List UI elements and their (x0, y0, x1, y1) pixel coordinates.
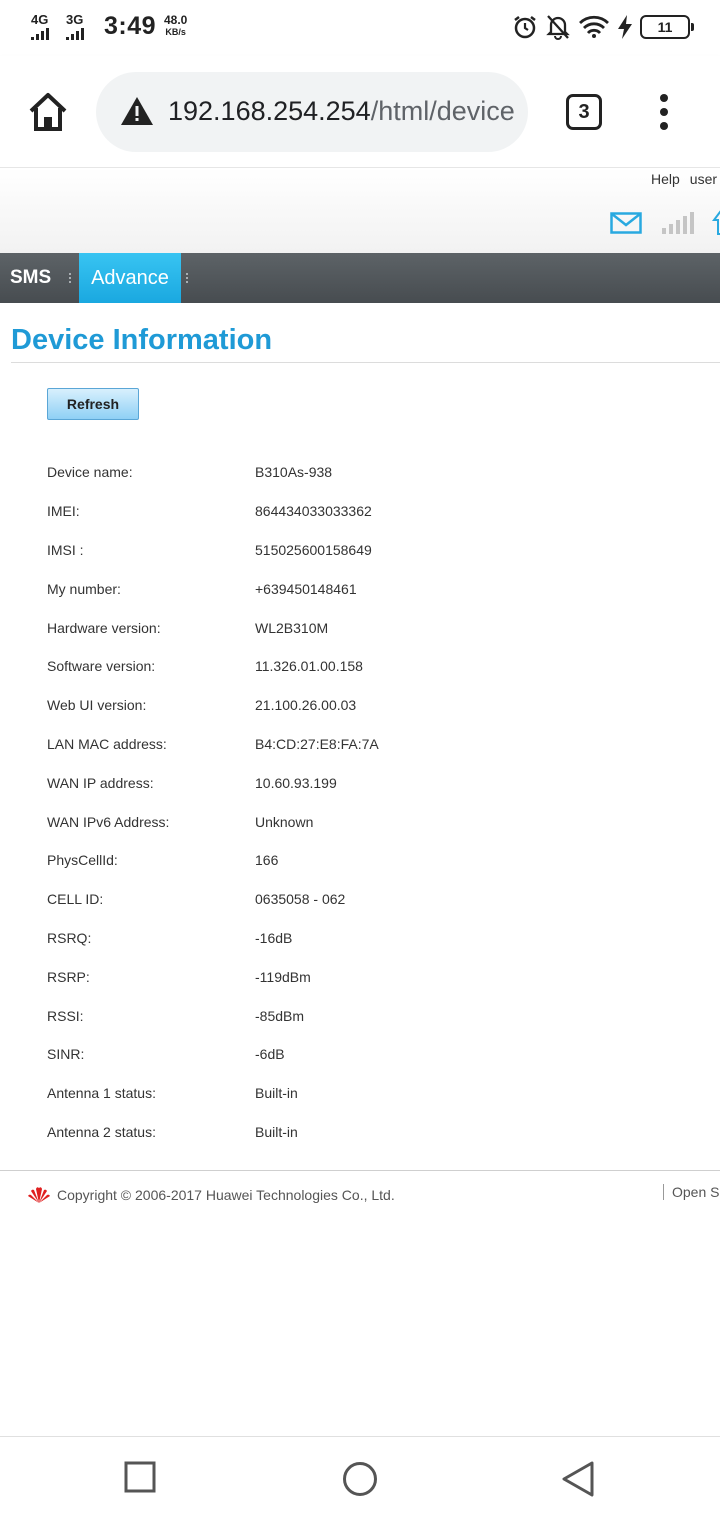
info-value: WL2B310M (255, 619, 329, 636)
network-4g-label: 4G (31, 12, 49, 27)
info-row (47, 880, 647, 919)
warning-icon[interactable] (120, 96, 154, 126)
tab-switcher-icon[interactable] (566, 94, 602, 130)
info-row (47, 919, 647, 958)
network-speed (164, 14, 187, 38)
network-3g-indicator (66, 12, 84, 40)
info-value: Unknown (255, 813, 314, 830)
info-value: +639450148461 (255, 580, 357, 597)
copyright-text: Copyright © 2006-2017 Huawei Technologies Co., Ltd. (57, 1187, 395, 1203)
battery-icon (640, 15, 690, 39)
info-row (47, 763, 647, 802)
info-value: Built-in (255, 1123, 298, 1140)
info-label: IMSI : (47, 541, 84, 558)
nav-separator (69, 273, 71, 283)
speed-value: 48.0 (164, 13, 188, 27)
info-value: -119dBm (255, 968, 311, 985)
info-label: LAN MAC address: (47, 735, 167, 752)
router-header (0, 168, 720, 253)
info-row (47, 725, 647, 764)
info-label: WAN IPv6 Address: (47, 813, 170, 830)
info-value: 21.100.26.00.03 (255, 697, 357, 714)
info-label: RSSI: (47, 1007, 84, 1024)
info-label: RSRQ: (47, 929, 92, 946)
home-circle-icon[interactable] (342, 1461, 378, 1497)
speed-unit: KB/s (165, 27, 186, 37)
alarm-icon (512, 14, 538, 40)
help-link[interactable]: Help (651, 171, 680, 187)
header-links (651, 171, 720, 187)
info-value: 864434033033362 (255, 503, 372, 520)
tab-count: 3 (578, 100, 590, 123)
info-value: -16dB (255, 929, 293, 946)
nav-sms[interactable]: SMS (10, 267, 52, 288)
info-row (47, 647, 647, 686)
url-text[interactable] (168, 96, 515, 127)
back-icon[interactable] (560, 1461, 596, 1497)
info-label: Web UI version: (47, 697, 147, 714)
user-link[interactable]: user (689, 171, 718, 187)
info-label: Software version: (47, 658, 156, 675)
info-label: RSRP: (47, 968, 90, 985)
info-value: 10.60.93.199 (255, 774, 337, 791)
home-icon[interactable] (26, 90, 70, 134)
nav-advance[interactable]: Advance (79, 253, 181, 303)
notifications-off-icon (546, 14, 570, 40)
clock: 3:49 (104, 12, 157, 40)
signal-icon (660, 212, 694, 234)
info-value: 11.326.01.00.158 (255, 658, 363, 675)
open-source-link[interactable]: Open S (663, 1184, 719, 1200)
info-row (47, 1074, 647, 1113)
info-value: 0635058 - 062 (255, 891, 346, 908)
info-row (47, 608, 647, 647)
nav-separator (186, 273, 188, 283)
address-bar[interactable] (96, 72, 528, 152)
info-row (47, 492, 647, 531)
main-nav (0, 253, 720, 303)
browser-toolbar (0, 56, 720, 168)
info-row (47, 531, 647, 570)
info-value: B310As-938 (255, 464, 333, 481)
network-4g-indicator (31, 12, 49, 40)
info-label: Device name: (47, 464, 133, 481)
wifi-icon (578, 15, 610, 39)
battery-level: 11 (657, 19, 673, 35)
refresh-button[interactable]: Refresh (47, 388, 139, 420)
info-label: PhysCellId: (47, 852, 118, 869)
info-label: Hardware version: (47, 619, 161, 636)
info-row (47, 996, 647, 1035)
status-bar (0, 0, 720, 56)
info-value: 515025600158649 (255, 541, 372, 558)
info-label: IMEI: (47, 503, 80, 520)
recents-icon[interactable] (124, 1461, 156, 1493)
device-info-table (47, 453, 647, 1151)
charging-icon (618, 15, 632, 39)
info-label: WAN IP address: (47, 774, 154, 791)
system-nav-bar (0, 1436, 720, 1520)
footer-divider (0, 1170, 720, 1171)
title-divider (11, 362, 720, 363)
info-row (47, 453, 647, 492)
info-label: Antenna 2 status: (47, 1123, 156, 1140)
info-row (47, 957, 647, 996)
info-label: Antenna 1 status: (47, 1085, 156, 1102)
url-path: /html/device (370, 96, 515, 126)
upload-icon (712, 210, 720, 236)
menu-icon[interactable] (652, 94, 676, 130)
url-host: 192.168.254.254 (168, 96, 371, 126)
info-row (47, 569, 647, 608)
info-value: -85dBm (255, 1007, 305, 1024)
info-value: -6dB (255, 1046, 285, 1063)
info-label: CELL ID: (47, 891, 104, 908)
huawei-logo-icon (27, 1186, 51, 1204)
info-label: My number: (47, 580, 121, 597)
info-label: SINR: (47, 1046, 85, 1063)
info-row (47, 1113, 647, 1152)
info-value: B4:CD:27:E8:FA:7A (255, 735, 379, 752)
info-row (47, 1035, 647, 1074)
footer (27, 1186, 395, 1204)
info-row (47, 802, 647, 841)
network-3g-label: 3G (66, 12, 84, 27)
info-row (47, 686, 647, 725)
page-title: Device Information (11, 324, 273, 356)
mail-icon[interactable] (610, 212, 642, 234)
info-value: Built-in (255, 1085, 298, 1102)
info-value: 166 (255, 852, 279, 869)
info-row (47, 841, 647, 880)
